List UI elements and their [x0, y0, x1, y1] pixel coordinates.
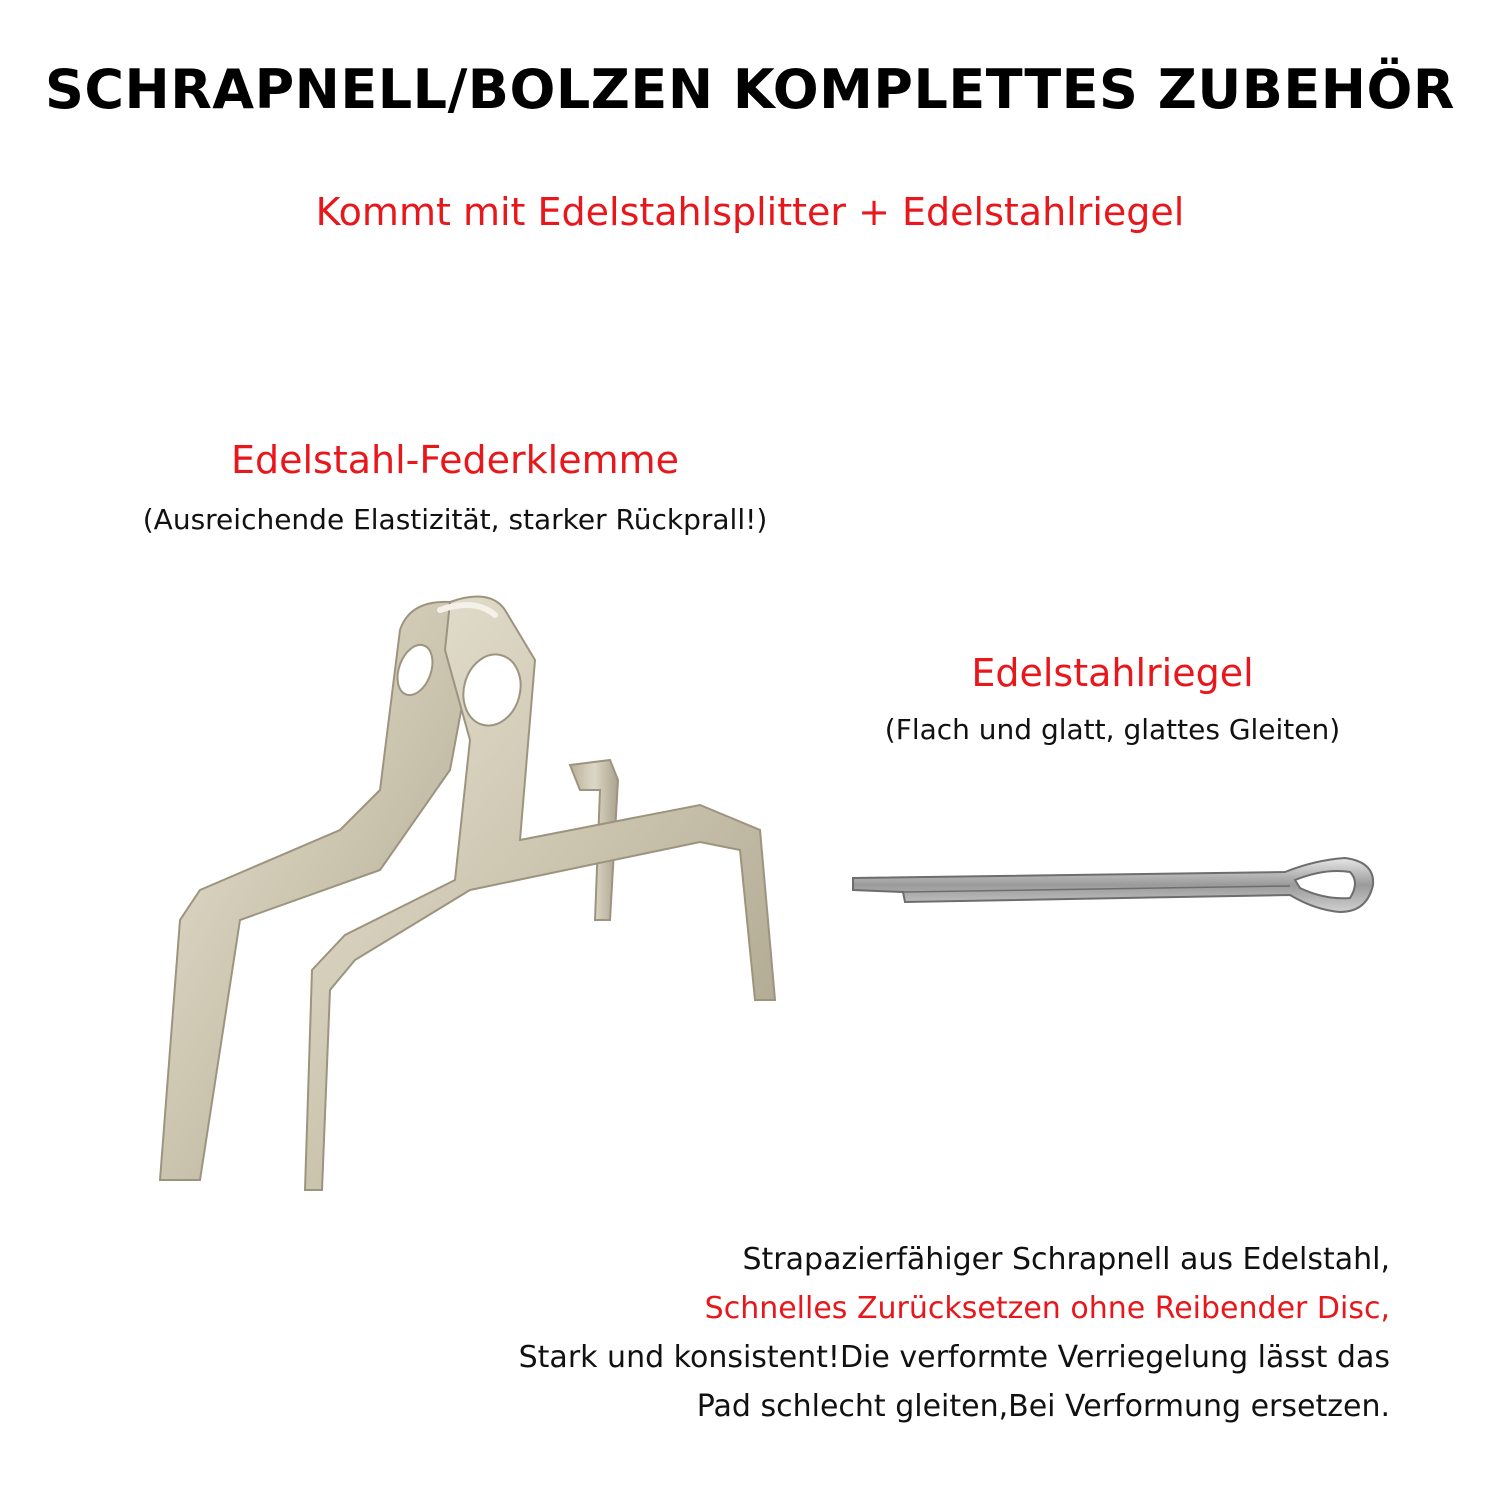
description-line-3: Stark und konsistent!Die verformte Verriegelung lässt das	[518, 1340, 1390, 1375]
page-subtitle: Kommt mit Edelstahlsplitter + Edelstahlriegel	[315, 190, 1185, 234]
pin-title: Edelstahlriegel	[971, 651, 1254, 695]
spring-clip-title: Edelstahl-Federklemme	[230, 438, 680, 482]
description-line-1: Strapazierfähiger Schrapnell aus Edelstahl,	[742, 1242, 1390, 1277]
page-title: SCHRAPNELL/BOLZEN KOMPLETTES ZUBEHÖR	[45, 58, 1455, 121]
description-line-4: Pad schlecht gleiten,Bei Verformung ersetzen.	[696, 1389, 1390, 1424]
spring-clip-note: (Ausreichende Elastizität, starker Rückprall!)	[142, 503, 768, 536]
description-block	[390, 1235, 1390, 1431]
spring-clip-image	[140, 580, 800, 1200]
pin-note: (Flach und glatt, glattes Gleiten)	[884, 713, 1341, 746]
cotter-pin-image	[845, 850, 1380, 930]
description-line-2: Schnelles Zurücksetzen ohne Reibender Disc,	[704, 1291, 1390, 1326]
